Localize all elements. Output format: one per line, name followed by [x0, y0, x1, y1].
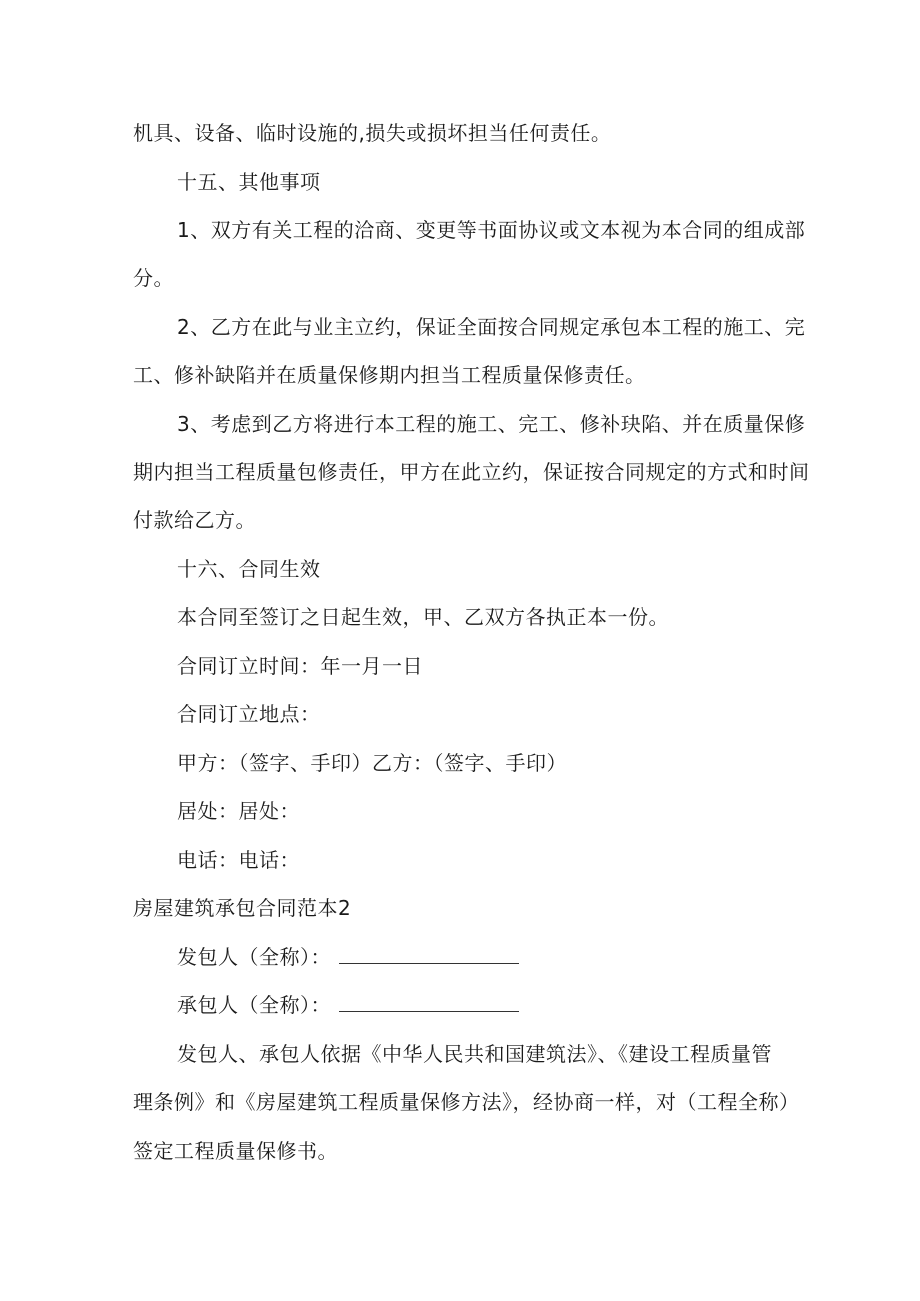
address-line: 居处：居处： [177, 799, 300, 823]
signing-place-line: 合同订立地点： [177, 702, 321, 726]
text-line: 签定工程质量保修书。 [133, 1139, 338, 1163]
signing-date-line: 合同订立时间：年一月一日 [177, 654, 423, 678]
signature-line: 甲方：（签字、手印）乙方：（签字、手印） [177, 751, 567, 775]
text-line: 付款给乙方。 [133, 508, 256, 532]
section-heading-15: 十五、其他事项 [177, 170, 321, 194]
text-line: 发包人、承包人依据《中华人民共和国建筑法》、《建设工程质量管 [177, 1042, 772, 1066]
text-line: 机具、设备、临时设施的,损失或损坏担当任何责任。 [133, 121, 612, 145]
text-line: 1、双方有关工程的洽商、变更等书面协议或文本视为本合同的组成部 [177, 218, 806, 242]
text-line: 分。 [133, 266, 174, 290]
phone-line: 电话：电话： [177, 848, 300, 872]
contractor-issuer-blank [339, 943, 519, 964]
text-line: 2、乙方在此与业主立约，保证全面按合同规定承包本工程的施工、完 [177, 315, 806, 339]
contractor-blank [339, 991, 519, 1012]
section-heading-16: 十六、合同生效 [177, 557, 321, 581]
text-line: 本合同至签订之日起生效，甲、乙双方各执正本一份。 [177, 605, 669, 629]
text-line: 理条例》和《房屋建筑工程质量保修方法》，经协商一样，对（工程全称） [133, 1090, 800, 1114]
contractor-issuer-label: 发包人（全称）： [177, 945, 331, 969]
document-title: 房屋建筑承包合同范本2 [133, 896, 352, 920]
text-line: 期内担当工程质量包修责任，甲方在此立约，保证按合同规定的方式和时间 [133, 460, 810, 484]
contractor-label: 承包人（全称）： [177, 993, 331, 1017]
text-line: 3、考虑到乙方将进行本工程的施工、完工、修补玦陷、并在质量保修 [177, 412, 806, 436]
text-line: 工、修补缺陷并在质量保修期内担当工程质量保修责任。 [133, 363, 646, 387]
contractor-line [177, 991, 519, 1019]
contractor-issuer-line [177, 943, 519, 971]
